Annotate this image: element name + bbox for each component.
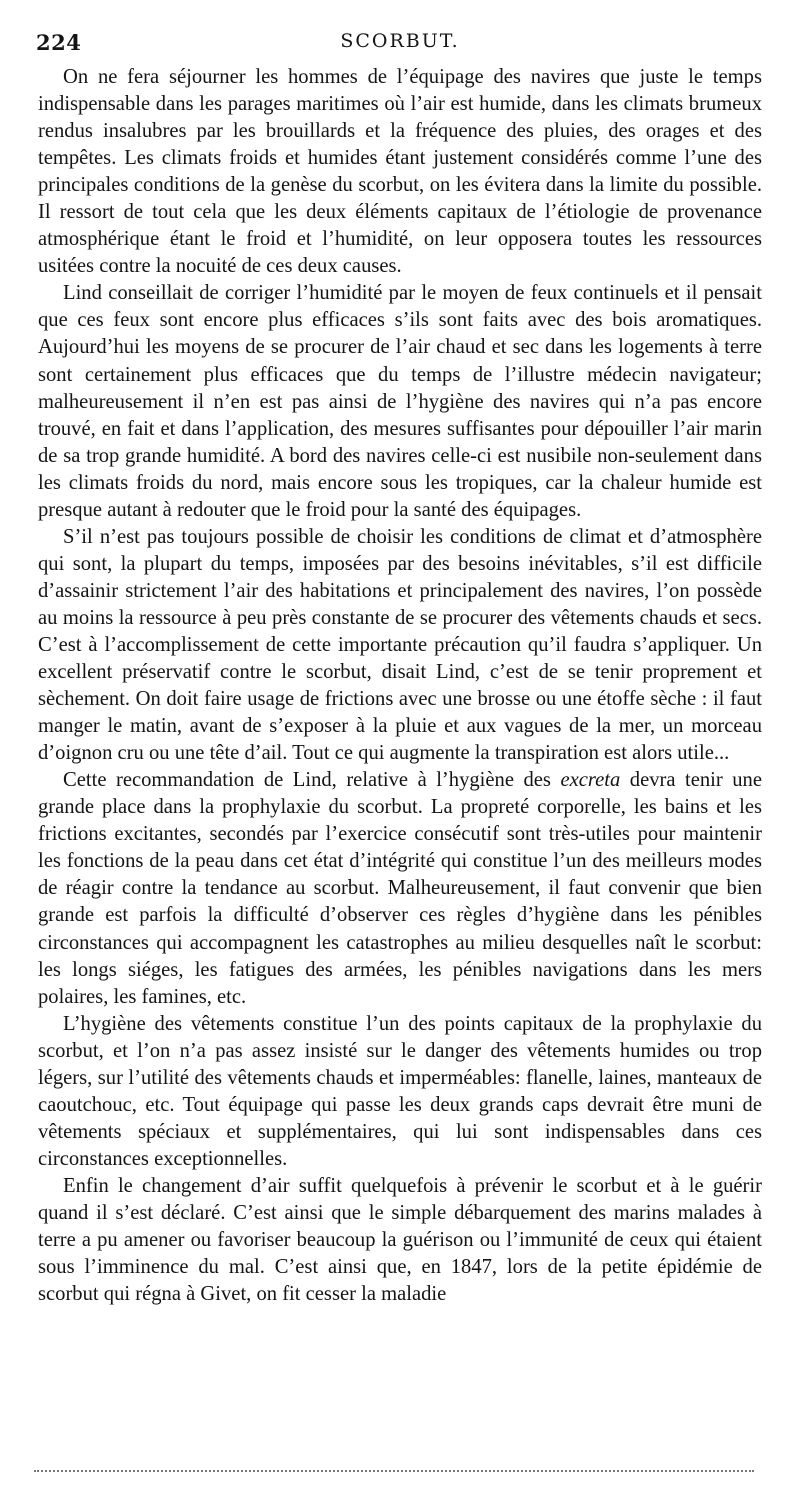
paragraph <box>38 767 762 1010</box>
paragraph-text: devra tenir une grande place dans la prophylaxie du scorbut. La propreté corporelle, les bains et les frictions excitantes, secondés par l’exercice consécutif sont très-utiles pour maintenir les fonctions de la peau dans cet état d’intégrité qui constitue l’un des meilleurs modes de réagir contre la tendance au scorbut. Malheureusement, il faut convenir que bien grande est parfois la difficulté d’observer ces règles d’hygiène dans les pénibles circonstances qui accompagnent les catastrophes au milieu desquelles naît le scorbut: les longs siéges, les fatigues des armées, les pénibles navigations dans les mers polaires, les famines, etc. <box>38 769 762 1008</box>
paragraph <box>38 64 762 280</box>
paragraph <box>38 280 762 523</box>
body-text <box>38 64 762 1308</box>
running-title: SCORBUT. <box>340 30 460 52</box>
page-number: 224 <box>36 30 82 55</box>
footer-rule <box>34 1470 754 1472</box>
paragraph <box>38 1173 762 1308</box>
italic-term: excreta <box>560 769 621 792</box>
paragraph <box>38 524 762 767</box>
paragraph-text: Enfin le changement d’air suffit quelquefois à prévenir le scorbut et à le guérir quand il s’est déclaré. C’est ainsi que le simple débarquement des marins malades à terre a pu amener ou favoriser beaucoup la guérison ou l’immunité de ceux qui étaient sous l’imminence du mal. C’est ainsi que, en 1847, lors de la petite épidémie de scorbut qui régna à Givet, on fit cesser la maladie <box>38 1174 762 1306</box>
paragraph-text: Cette recommandation de Lind, relative à l’hygiène des <box>63 769 561 792</box>
paragraph-text: Lind conseillait de corriger l’humidité par le moyen de feux continuels et il pensait que ces feux sont encore plus efficaces s’ils sont faits avec des bois aromatiques. Aujourd’hui les moyens de se procurer de l’air chaud et sec dans les logements à terre sont certainement plus efficaces que du temps de l’illustre médecin navigateur; malheureusement il n’en est pas ainsi de l’hygiène des navires qui n’a pas encore trouvé, en fait et dans l’application, des mesures suffisantes pour dépouiller l’air marin de sa trop grande humidité. A bord des navires celle-ci est nusibile non-seulement dans les climats froids du nord, mais encore sous les tropiques, car la chaleur humide est presque autant à redouter que le froid pour la santé des équipages. <box>38 282 762 521</box>
page-header <box>36 30 764 60</box>
paragraph-text: L’hygiène des vêtements constitue l’un des points capitaux de la prophylaxie du scorbut, et l’on n’a pas assez insisté sur le danger des vêtements humides ou trop légers, sur l’utilité des vêtements chauds et imperméables: flanelle, laines, manteaux de caoutchouc, etc. Tout équipage qui passe les deux grands caps devrait être muni de vêtements spéciaux et supplémentaires, qui lui sont indispensables dans ces circonstances exceptionnelles. <box>38 1012 762 1170</box>
paragraph <box>38 1011 762 1173</box>
paragraph-text: S’il n’est pas toujours possible de choisir les conditions de climat et d’atmosphère qui sont, la plupart du temps, imposées par des besoins inévitables, s’il est difficile d’assainir strictement l’air des habitations et principalement des navires, l’on possède au moins la ressource à peu près constante de se procurer des vêtements chauds et secs. C’est à l’accomplissement de cette importante précaution qu’il faudra s’appliquer. Un excellent préservatif contre le scorbut, disait Lind, c’est de se tenir proprement et sèchement. On doit faire usage de frictions avec une brosse ou une étoffe sèche : il faut manger le matin, avant de s’exposer à la pluie et aux vagues de la mer, un morceau d’oignon cru ou une tête d’ail. Tout ce qui augmente la transpiration est alors utile... <box>38 525 762 765</box>
paragraph-text: On ne fera séjourner les hommes de l’équipage des navires que juste le temps indispensable dans les parages maritimes où l’air est humide, dans les climats brumeux rendus insalubres par les brouillards et la fréquence des pluies, des orages et des tempêtes. Les climats froids et humides étant justement considérés comme l’une des principales conditions de la genèse du scorbut, on les évitera dans la limite du possible. Il ressort de tout cela que les deux éléments capitaux de l’étiologie de provenance atmosphérique étant le froid et l’humidité, on leur opposera toutes les ressources usitées contre la nocuité de ces deux causes. <box>38 66 762 278</box>
